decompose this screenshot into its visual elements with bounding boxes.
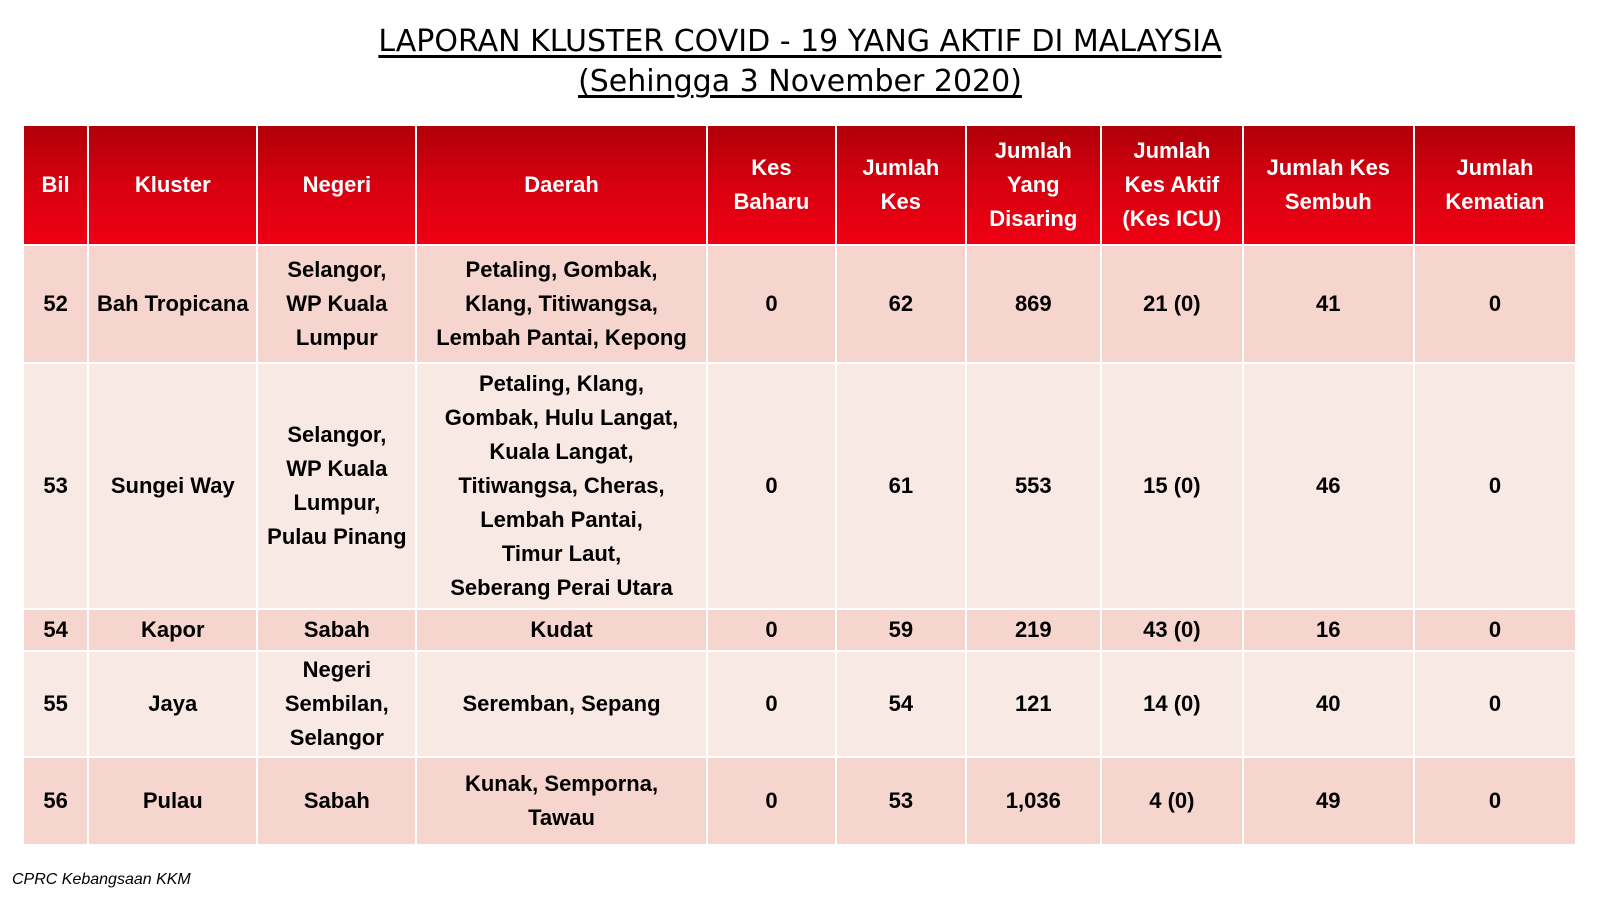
cell-kes-baharu: 0 bbox=[707, 757, 836, 845]
cell-bil: 52 bbox=[23, 245, 88, 363]
title-line-2: (Sehingga 3 November 2020) bbox=[578, 64, 1022, 99]
cell-daerah: Kunak, Semporna, Tawau bbox=[416, 757, 706, 845]
header-sembuh: Jumlah Kes Sembuh bbox=[1243, 125, 1414, 245]
cell-kematian: 0 bbox=[1414, 651, 1576, 757]
table-header bbox=[23, 125, 1576, 245]
cell-aktif: 4 (0) bbox=[1101, 757, 1243, 845]
cell-sembuh: 40 bbox=[1243, 651, 1414, 757]
cell-kes-baharu: 0 bbox=[707, 245, 836, 363]
cell-negeri: Sabah bbox=[257, 757, 416, 845]
cell-daerah: Petaling, Klang, Gombak, Hulu Langat, Kuala Langat, Titiwangsa, Cheras, Lembah Pantai, Timur Laut, Seberang Perai Utara bbox=[416, 363, 706, 609]
cell-negeri: Selangor, WP Kuala Lumpur, Pulau Pinang bbox=[257, 363, 416, 609]
cell-jumlah-kes: 59 bbox=[836, 609, 965, 651]
table-row bbox=[23, 245, 1576, 363]
title-line-1: LAPORAN KLUSTER COVID - 19 YANG AKTIF DI MALAYSIA bbox=[378, 24, 1222, 59]
cell-daerah: Kudat bbox=[416, 609, 706, 651]
cell-kluster: Jaya bbox=[88, 651, 257, 757]
table-body bbox=[23, 245, 1576, 845]
cell-kematian: 0 bbox=[1414, 363, 1576, 609]
cell-kluster: Sungei Way bbox=[88, 363, 257, 609]
cell-kematian: 0 bbox=[1414, 757, 1576, 845]
cell-kluster: Pulau bbox=[88, 757, 257, 845]
cell-disaring: 1,036 bbox=[966, 757, 1102, 845]
cell-aktif: 21 (0) bbox=[1101, 245, 1243, 363]
cell-sembuh: 49 bbox=[1243, 757, 1414, 845]
cell-kes-baharu: 0 bbox=[707, 609, 836, 651]
header-negeri: Negeri bbox=[257, 125, 416, 245]
header-kematian: Jumlah Kematian bbox=[1414, 125, 1576, 245]
cell-aktif: 14 (0) bbox=[1101, 651, 1243, 757]
cell-negeri: Selangor, WP Kuala Lumpur bbox=[257, 245, 416, 363]
source-footer: CPRC Kebangsaan KKM bbox=[12, 871, 191, 888]
cell-jumlah-kes: 53 bbox=[836, 757, 965, 845]
cell-sembuh: 41 bbox=[1243, 245, 1414, 363]
cell-kematian: 0 bbox=[1414, 245, 1576, 363]
header-disaring: Jumlah Yang Disaring bbox=[966, 125, 1102, 245]
cell-jumlah-kes: 61 bbox=[836, 363, 965, 609]
cell-negeri: Sabah bbox=[257, 609, 416, 651]
cell-disaring: 219 bbox=[966, 609, 1102, 651]
cell-sembuh: 16 bbox=[1243, 609, 1414, 651]
cell-disaring: 869 bbox=[966, 245, 1102, 363]
cell-kluster: Kapor bbox=[88, 609, 257, 651]
report-title bbox=[0, 22, 1600, 102]
table-row bbox=[23, 651, 1576, 757]
header-aktif: Jumlah Kes Aktif (Kes ICU) bbox=[1101, 125, 1243, 245]
cell-aktif: 43 (0) bbox=[1101, 609, 1243, 651]
cell-kes-baharu: 0 bbox=[707, 651, 836, 757]
cell-bil: 55 bbox=[23, 651, 88, 757]
cell-daerah: Seremban, Sepang bbox=[416, 651, 706, 757]
cell-jumlah-kes: 54 bbox=[836, 651, 965, 757]
cell-disaring: 553 bbox=[966, 363, 1102, 609]
header-kes-baharu: Kes Baharu bbox=[707, 125, 836, 245]
cell-disaring: 121 bbox=[966, 651, 1102, 757]
cell-bil: 56 bbox=[23, 757, 88, 845]
cell-aktif: 15 (0) bbox=[1101, 363, 1243, 609]
header-bil: Bil bbox=[23, 125, 88, 245]
cell-jumlah-kes: 62 bbox=[836, 245, 965, 363]
cell-sembuh: 46 bbox=[1243, 363, 1414, 609]
header-daerah: Daerah bbox=[416, 125, 706, 245]
cluster-table bbox=[22, 124, 1577, 846]
cell-kluster: Bah Tropicana bbox=[88, 245, 257, 363]
cell-kematian: 0 bbox=[1414, 609, 1576, 651]
cell-negeri: Negeri Sembilan, Selangor bbox=[257, 651, 416, 757]
cell-bil: 53 bbox=[23, 363, 88, 609]
header-jumlah-kes: Jumlah Kes bbox=[836, 125, 965, 245]
table-row bbox=[23, 363, 1576, 609]
table-row bbox=[23, 757, 1576, 845]
header-kluster: Kluster bbox=[88, 125, 257, 245]
cell-kes-baharu: 0 bbox=[707, 363, 836, 609]
cell-bil: 54 bbox=[23, 609, 88, 651]
cell-daerah: Petaling, Gombak, Klang, Titiwangsa, Lembah Pantai, Kepong bbox=[416, 245, 706, 363]
table-row bbox=[23, 609, 1576, 651]
